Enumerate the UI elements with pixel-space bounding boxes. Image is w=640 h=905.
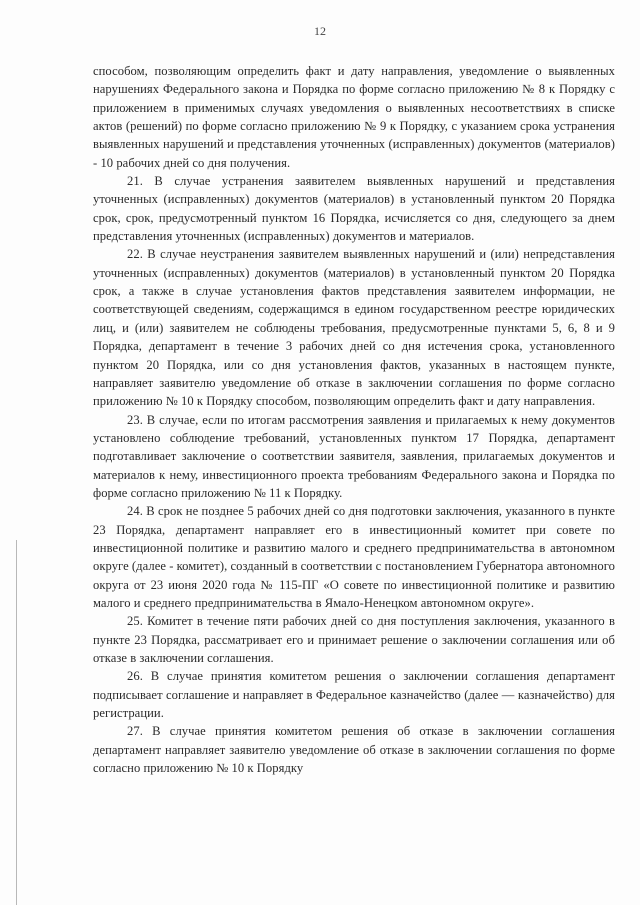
- paragraph-26: 26. В случае принятия комитетом решения о заключении соглашения департамент подписывает соглашение и направляет в Федеральное казначейство (далее — казначейство) для регистрации.: [93, 669, 615, 721]
- paragraph-27: 27. В случае принятия комитетом решения об отказе в заключении соглашения департамент направляет заявителю уведомление об отказе в заключении соглашения по форме согласно приложению № 10 к Порядку: [93, 724, 615, 776]
- paragraph-24: 24. В срок не позднее 5 рабочих дней со дня подготовки заключения, указанного в пункте 23 Порядка, департамент направляет его в инвестиционный комитет при совете по инвестиционной политике и развитию малого и среднего предпринимательства в автономном округе (далее - комитет), созданный в соответствии с постановлением Губернатора автономного округа от 23 июня 2020 года № 115-ПГ «О совете по инвестиционной политике и развитию малого и среднего предпринимательства в Ямало-Ненецком автономном округе».: [93, 504, 615, 610]
- document-body: [93, 62, 615, 777]
- scan-edge-line: [16, 540, 17, 905]
- paragraph-23: 23. В случае, если по итогам рассмотрения заявления и прилагаемых к нему документов установлено соблюдение требований, установленных пунктом 17 Порядка, департамент подготавливает заключение о соответствии заявителя, заявления, прилагаемых документов и материалов к нему, инвестиционного проекта требованиям Федерального закона и Порядка по форме согласно приложению № 11 к Порядку.: [93, 412, 615, 500]
- paragraph-continuation: способом, позволяющим определить факт и дату направления, уведомление о выявленных нарушениях Федерального закона и Порядка по форме согласно приложению № 8 к Порядку с приложением в применимых случаях уведомления о выявленных несоответствиях в списке актов (решений) по форме согласно приложению № 9 к Порядку, с указанием срока устранения выявленных нарушений и представления уточненных (исправленных) документов (материалов) - 10 рабочих дней со дня получения.: [93, 64, 615, 170]
- paragraph-22: 22. В случае неустранения заявителем выявленных нарушений и (или) непредставления уточненных (исправленных) документов (материалов) в установленный пунктом 20 Порядка срок, а также в случае установления фактов представления заявителем информации, не соответствующей сведениям, содержащимся в едином государственном реестре юридических лиц, и (или) заявителем не соблюдены требования, предусмотренные пунктами 5, 6, 8 и 9 Порядка, департамент в течение 3 рабочих дней со дня истечения срока, установленного пунктом 20 Порядка, или со дня установления фактов, указанных в настоящем пункте, направляет заявителю уведомление об отказе в заключении соглашения по форме согласно приложению № 10 к Порядку способом, позволяющим определить факт и дату направления.: [93, 247, 615, 409]
- page-number: 12: [314, 24, 326, 38]
- paragraph-21: 21. В случае устранения заявителем выявленных нарушений и представления уточненных (исправленных) документов (материалов) в установленный пунктом 20 Порядка срок, срок, предусмотренный пунктом 16 Порядка, исчисляется со дня, следующего за днем представления уточненных (исправленных) документов и материалов.: [93, 174, 615, 244]
- paragraph-25: 25. Комитет в течение пяти рабочих дней со дня поступления заключения, указанного в пункте 23 Порядка, рассматривает его и принимает решение о заключении соглашения или об отказе в заключении соглашения.: [93, 614, 615, 665]
